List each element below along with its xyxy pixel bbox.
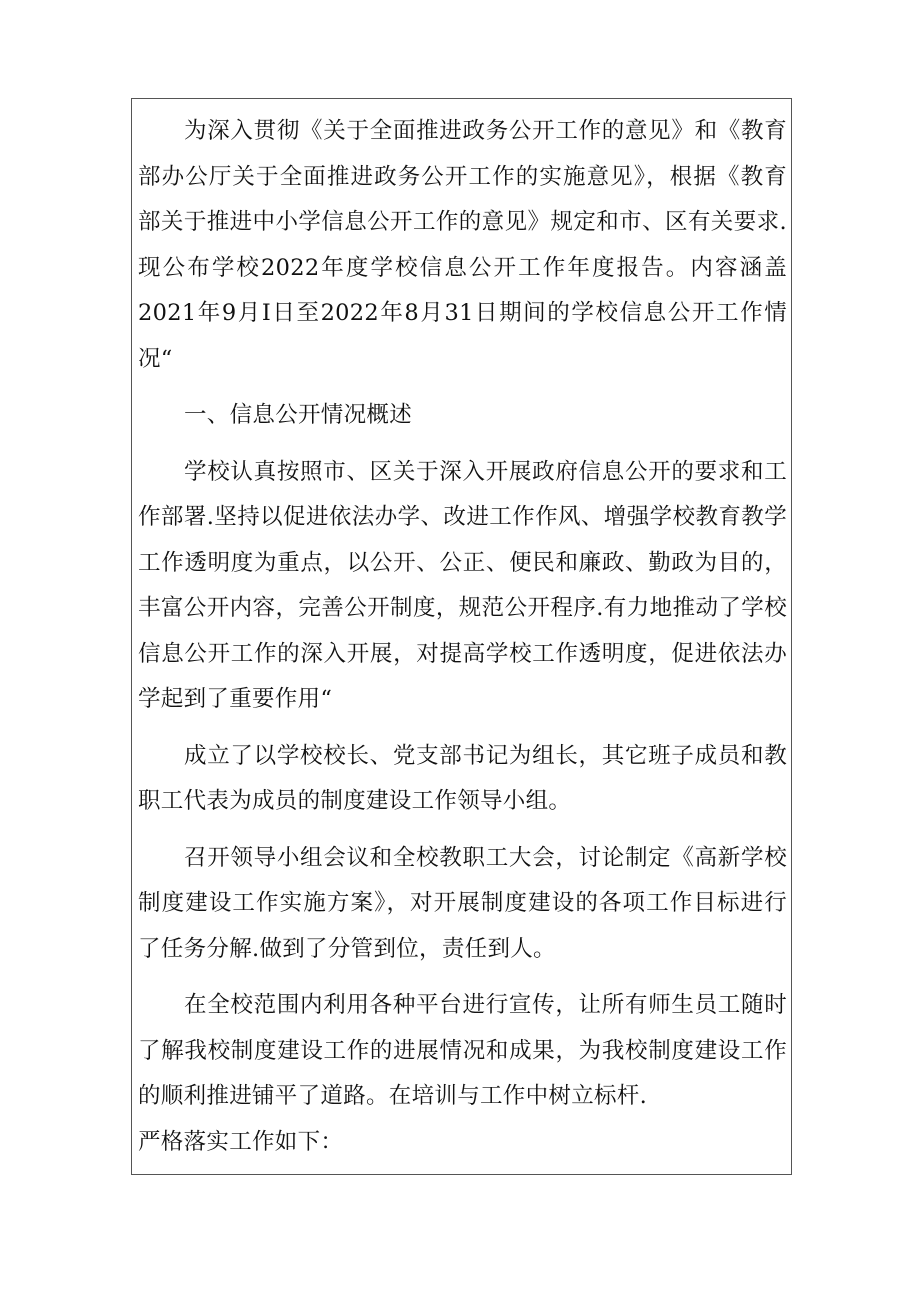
- document-frame: [131, 98, 792, 1175]
- section-heading: 一、信息公开情况概述: [184, 402, 413, 428]
- intro-paragraph: 为深入贯彻《关于全面推进政务公开工作的意见》和《教育部办公厅关于全面推进政务公开工作的实施意见》，根据《教育部关于推进中小学信息公开工作的意见》规定和市、区有关要求.现公布学校2022年度学校信息公开工作年度报告。内容涵盖2021年9月I日至2022年8月31日期间的学校信息公开工作情况“: [138, 118, 787, 372]
- tail-line: 严格落实工作如下：: [138, 1128, 344, 1155]
- meeting-paragraph: 召开领导小组会议和全校教职工大会，讨论制定《高新学校制度建设工作实施方案》，对开展制度建设的各项工作目标进行了任务分解.做到了分管到位，责任到人。: [138, 844, 787, 962]
- overview-paragraph: 学校认真按照市、区关于深入开展政府信息公开的要求和工作部署.坚持以促进依法办学、改进工作作风、增强学校教育教学工作透明度为重点，以公开、公正、便民和廉政、勤政为目的，丰富公开内容，完善公开制度，规范公开程序.有力地推动了学校信息公开工作的深入开展，对提高学校工作透明度，促进依法办学起到了重要作用“: [138, 458, 787, 712]
- publicity-paragraph: 在全校范围内利用各种平台进行宣传，让所有师生员工随时了解我校制度建设工作的进展情况和成果，为我校制度建设工作的顺利推进铺平了道路。在培训与工作中树立标杆.: [138, 992, 787, 1109]
- leadership-group-paragraph: 成立了以学校校长、党支部书记为组长，其它班子成员和教职工代表为成员的制度建设工作领导小组。: [138, 742, 787, 814]
